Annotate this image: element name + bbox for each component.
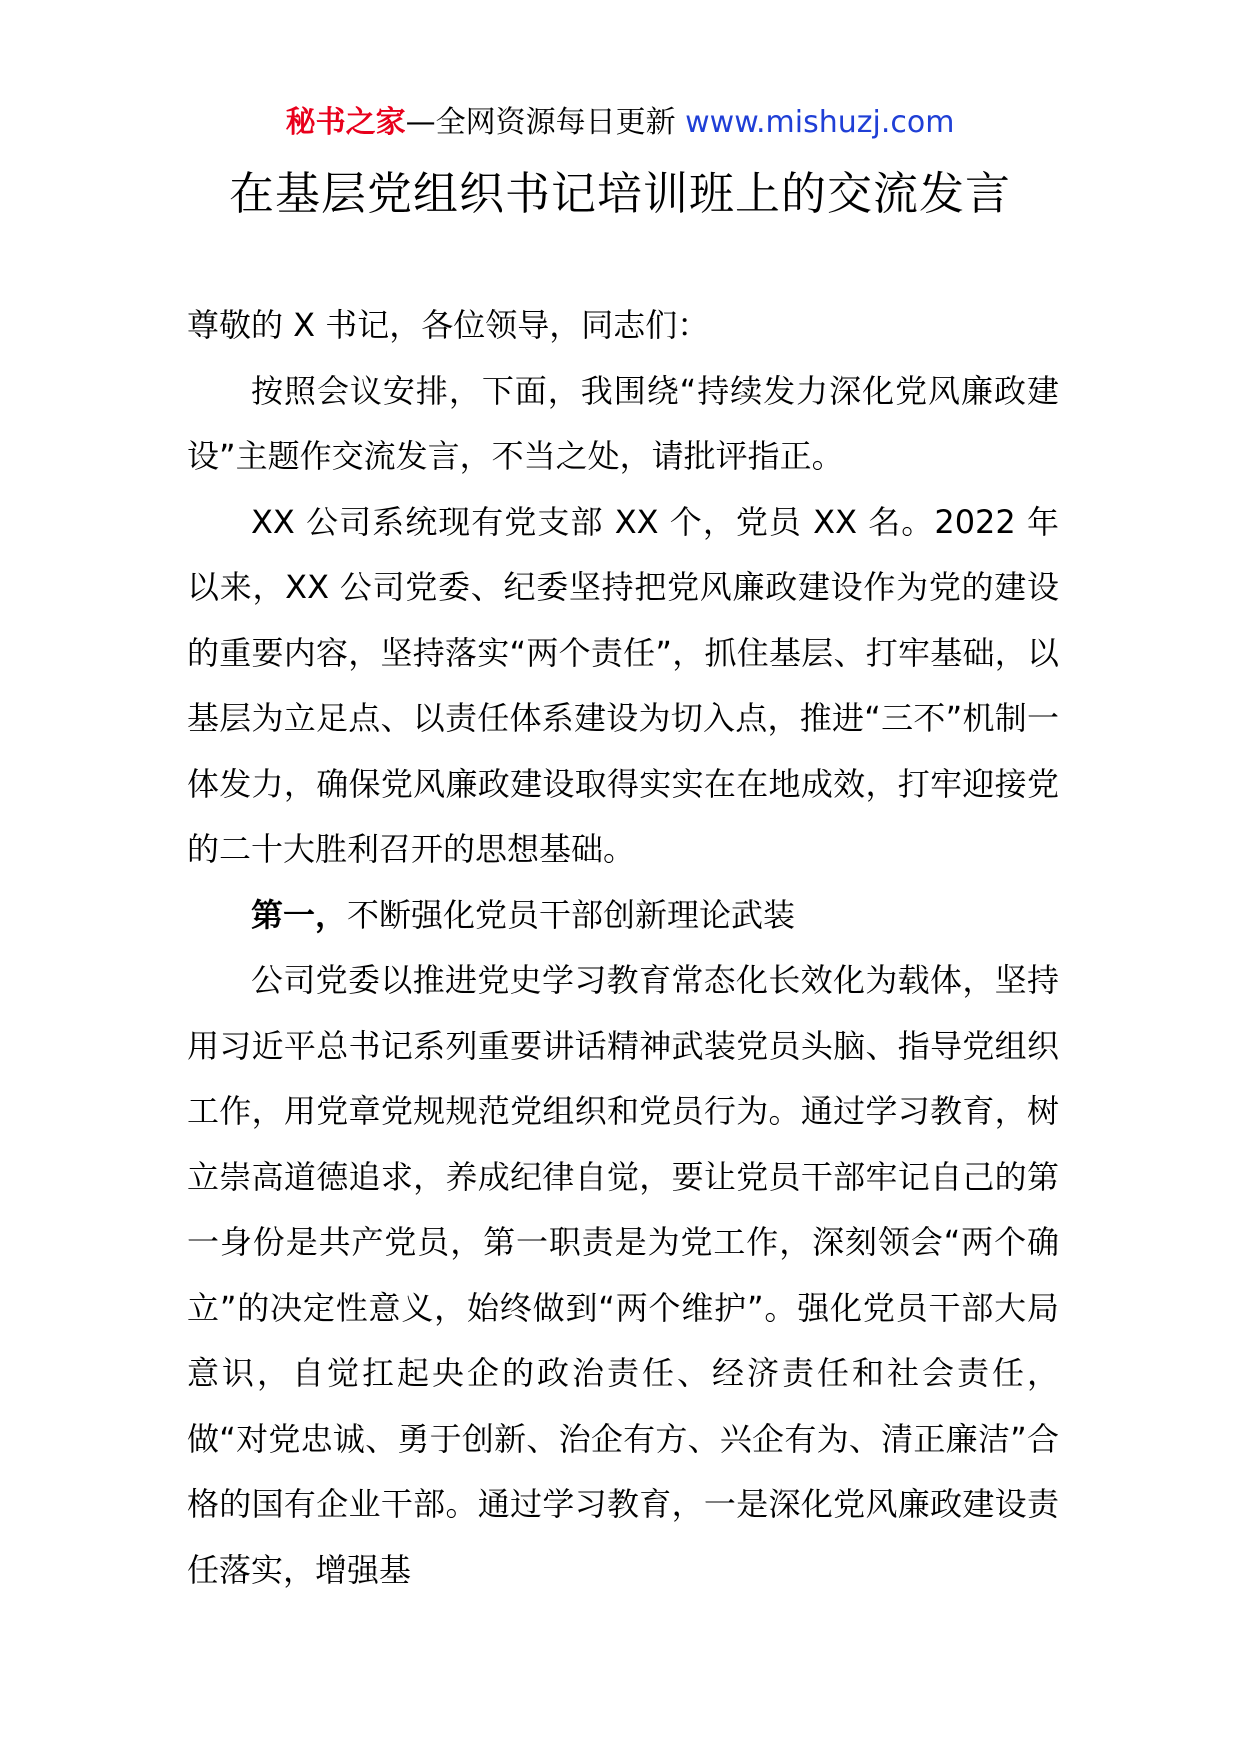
section-heading-text: 不断强化党员干部创新理论武装 [347, 895, 796, 934]
banner-site-url[interactable]: www.mishuzj.com [685, 105, 955, 140]
paragraph-intro: 按照会议安排，下面，我围绕“持续发力深化党风廉政建设”主题作交流发言，不当之处，请批评指正。 [187, 371, 1059, 475]
banner-tagline: —全网资源每日更新 [405, 105, 676, 140]
banner-brand: 秘书之家 [285, 105, 406, 140]
section-heading [187, 883, 1059, 949]
salutation: 尊敬的 X 书记，各位领导，同志们： [187, 306, 710, 344]
section-body: 公司党委以推进党史学习教育常态化长效化为载体，坚持用习近平总书记系列重要讲话精神武装党员头脑、指导党组织工作，用党章党规规范党组织和党员行为。通过学习教育，树立崇高道德追求，养成纪律自觉，要让党员干部牢记自己的第一身份是共产党员，第一职责是为党工作，深刻领会“两个确立”的决定性意义，始终做到“两个维护”。强化党员干部大局意识，自觉扛起央企的政治责任、经济责任和社会责任，做“对党忠诚、勇于创新、治企有方、兴企有为、清正廉洁”合格的国有企业干部。通过学习教育，一是深化党风廉政建设责任落实，增强基 [187, 961, 1059, 1589]
document-body [187, 293, 1059, 1603]
section-lead: 第一， [251, 895, 348, 934]
paragraph-overview: XX 公司系统现有党支部 XX 个，党员 XX 名。2022 年以来，XX 公司党委、纪委坚持把党风廉政建设作为党的建设的重要内容，坚持落实“两个责任”，抓住基层、打牢基础，以基层为立足点、以责任体系建设为切入点，推进“三不”机制一体发力，确保党风廉政建设取得实实在在地成效，打牢迎接党的二十大胜利召开的思想基础。 [187, 502, 1059, 868]
site-banner [0, 103, 1240, 143]
document-title: 在基层党组织书记培训班上的交流发言 [228, 167, 1011, 220]
